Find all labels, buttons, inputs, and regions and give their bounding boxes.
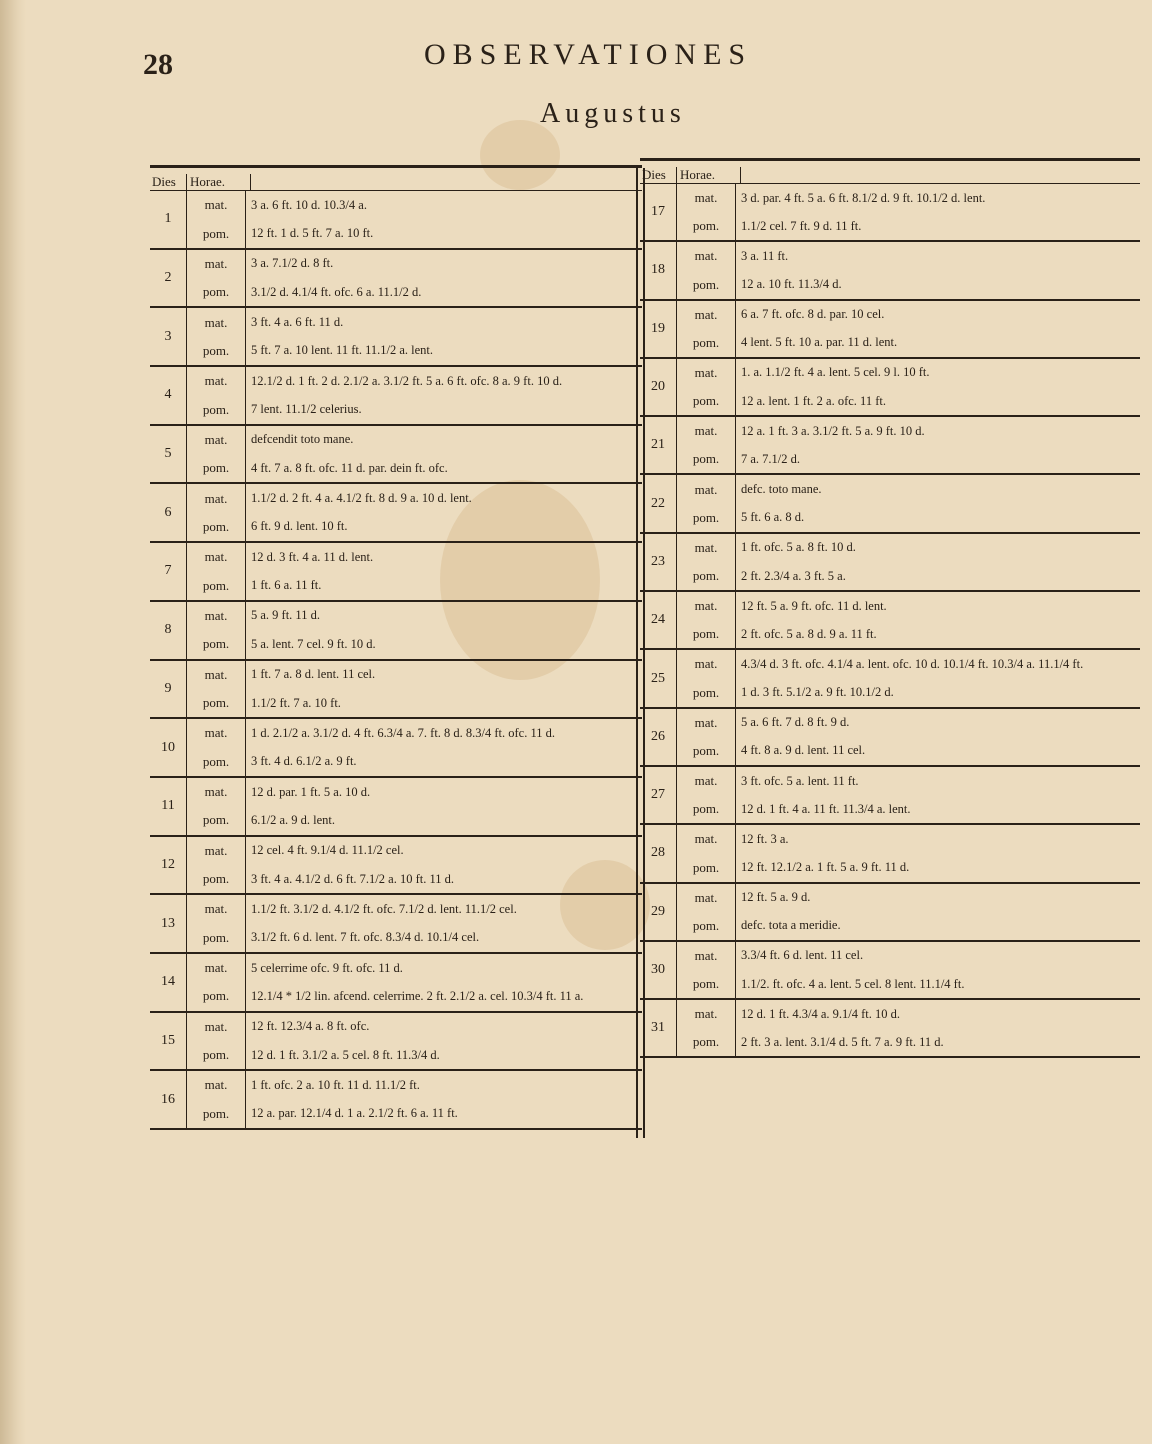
time-label: mat. bbox=[187, 1013, 246, 1041]
reading-value: 3 ft. 4 d. 6.1/2 a. 9 ft. bbox=[251, 755, 357, 769]
reading-row-pom bbox=[677, 853, 1140, 881]
reading-value: 12 ft. 1 d. 5 ft. 7 a. 10 ft. bbox=[251, 227, 374, 241]
time-label: mat. bbox=[187, 426, 246, 454]
day-number: 5 bbox=[150, 426, 187, 483]
reading-row-pom bbox=[187, 219, 642, 247]
reading-row-mat bbox=[677, 359, 1140, 387]
reading-value: 1.1/2. ft. ofc. 4 a. lent. 5 cel. 8 lent. 11.1/4 ft. bbox=[741, 977, 965, 991]
day-readings bbox=[677, 242, 1140, 298]
day-readings bbox=[187, 308, 642, 365]
reading-row-pom bbox=[677, 620, 1140, 648]
time-label: pom. bbox=[187, 1100, 246, 1128]
reading-value: 12 d. par. 1 ft. 5 a. 10 d. bbox=[251, 785, 371, 799]
reading-value: defcendit toto mane. bbox=[251, 433, 354, 447]
reading-value: defc. tota a meridie. bbox=[741, 919, 841, 933]
time-label: mat. bbox=[187, 954, 246, 982]
reading-value: 5 ft. 7 a. 10 lent. 11 ft. 11.1/2 a. lent. bbox=[251, 344, 434, 358]
day-number: 3 bbox=[150, 308, 187, 365]
reading-row-pom bbox=[187, 982, 642, 1010]
reading-row-pom bbox=[677, 562, 1140, 590]
time-label: pom. bbox=[187, 748, 246, 776]
reading-row-mat bbox=[677, 884, 1140, 912]
reading-value: 3 ft. 4 a. 4.1/2 d. 6 ft. 7.1/2 a. 10 ft. 11 d. bbox=[251, 872, 454, 886]
reading-value: 2 ft. ofc. 5 a. 8 d. 9 a. 11 ft. bbox=[741, 627, 877, 641]
reading-value: 6 a. 7 ft. ofc. 8 d. par. 10 cel. bbox=[741, 308, 885, 322]
day-readings bbox=[187, 954, 642, 1011]
day-readings bbox=[677, 767, 1140, 823]
reading-value: 3 a. 11 ft. bbox=[741, 249, 789, 263]
reading-value: 4 ft. 7 a. 8 ft. ofc. 11 d. par. dein ft. ofc. bbox=[251, 461, 448, 475]
time-label: pom. bbox=[187, 513, 246, 541]
reading-value: 1.1/2 cel. 7 ft. 9 d. 11 ft. bbox=[741, 219, 862, 233]
day-entry bbox=[640, 359, 1140, 417]
reading-value: 1 d. 2.1/2 a. 3.1/2 d. 4 ft. 6.3/4 a. 7. ft. 8 d. 8.3/4 ft. ofc. 11 d. bbox=[251, 726, 556, 740]
running-title: OBSERVATIONES bbox=[424, 38, 753, 71]
day-readings bbox=[187, 367, 642, 424]
reading-row-mat bbox=[187, 367, 642, 395]
time-label: mat. bbox=[677, 825, 736, 853]
reading-value: 12.1/4 * 1/2 lin. afcend. celerrime. 2 ft. 2.1/2 a. cel. 10.3/4 ft. 11 a. bbox=[251, 989, 584, 1003]
time-label: mat. bbox=[677, 242, 736, 270]
page-number: 28 bbox=[143, 48, 173, 81]
reading-value: 1.1/2 d. 2 ft. 4 a. 4.1/2 ft. 8 d. 9 a. 10 d. lent. bbox=[251, 492, 472, 506]
reading-value: 12 cel. 4 ft. 9.1/4 d. 11.1/2 cel. bbox=[251, 844, 404, 858]
day-readings bbox=[677, 825, 1140, 881]
reading-value: 2 ft. 3 a. lent. 3.1/4 d. 5 ft. 7 a. 9 ft. 11 d. bbox=[741, 1035, 944, 1049]
reading-value: 12 ft. 12.1/2 a. 1 ft. 5 a. 9 ft. 11 d. bbox=[741, 861, 910, 874]
time-label: pom. bbox=[187, 982, 246, 1010]
day-number: 15 bbox=[150, 1013, 187, 1070]
reading-row-pom bbox=[677, 329, 1140, 357]
day-entry bbox=[640, 767, 1140, 825]
reading-value: 1 d. 3 ft. 5.1/2 a. 9 ft. 10.1/2 d. bbox=[741, 686, 894, 700]
time-label: mat. bbox=[187, 602, 246, 630]
reading-value: 12 a. par. 12.1/4 d. 1 a. 2.1/2 ft. 6 a. 11 ft. bbox=[251, 1107, 458, 1121]
table-body bbox=[150, 191, 642, 1130]
table-header bbox=[150, 168, 642, 191]
time-label: mat. bbox=[677, 534, 736, 562]
time-label: mat. bbox=[677, 301, 736, 329]
day-entry bbox=[640, 242, 1140, 300]
reading-value: 1. a. 1.1/2 ft. 4 a. lent. 5 cel. 9 l. 10 ft. bbox=[741, 366, 930, 380]
day-readings bbox=[677, 884, 1140, 940]
reading-row-pom bbox=[187, 454, 642, 482]
day-number: 30 bbox=[640, 942, 677, 998]
time-label: mat. bbox=[677, 592, 736, 620]
time-label: mat. bbox=[187, 837, 246, 865]
time-label: mat. bbox=[187, 308, 246, 336]
day-number: 9 bbox=[150, 661, 187, 718]
day-number: 10 bbox=[150, 719, 187, 776]
time-label: mat. bbox=[677, 767, 736, 795]
reading-row-pom bbox=[187, 806, 642, 834]
day-readings bbox=[187, 1071, 642, 1128]
day-entry bbox=[150, 1071, 642, 1130]
time-label: pom. bbox=[677, 737, 736, 765]
reading-row-mat bbox=[187, 602, 642, 630]
reading-row-mat bbox=[187, 250, 642, 278]
day-readings bbox=[187, 191, 642, 248]
reading-row-pom bbox=[187, 1100, 642, 1128]
reading-row-mat bbox=[187, 1071, 642, 1099]
reading-row-pom bbox=[187, 337, 642, 365]
day-number: 4 bbox=[150, 367, 187, 424]
reading-value: 12 a. 1 ft. 3 a. 3.1/2 ft. 5 a. 9 ft. 10 d. bbox=[741, 424, 925, 438]
time-label: pom. bbox=[187, 630, 246, 658]
reading-row-pom bbox=[187, 689, 642, 717]
day-entry bbox=[640, 884, 1140, 942]
day-number: 2 bbox=[150, 250, 187, 307]
day-readings bbox=[677, 592, 1140, 648]
reading-row-mat bbox=[677, 1000, 1140, 1028]
time-label: mat. bbox=[187, 250, 246, 278]
day-number: 16 bbox=[150, 1071, 187, 1128]
reading-row-pom bbox=[677, 970, 1140, 998]
reading-value: 3.3/4 ft. 6 d. lent. 11 cel. bbox=[741, 949, 864, 963]
day-readings bbox=[677, 184, 1140, 240]
time-label: pom. bbox=[187, 689, 246, 717]
day-entry bbox=[640, 301, 1140, 359]
day-entry bbox=[150, 308, 642, 367]
day-number: 8 bbox=[150, 602, 187, 659]
day-readings bbox=[187, 661, 642, 718]
day-number: 28 bbox=[640, 825, 677, 881]
reading-value: 12 d. 1 ft. 4.3/4 a. 9.1/4 ft. 10 d. bbox=[741, 1007, 901, 1021]
day-readings bbox=[187, 484, 642, 541]
header-dies: Dies bbox=[150, 174, 187, 190]
day-entry bbox=[150, 895, 642, 954]
reading-row-mat bbox=[677, 534, 1140, 562]
day-readings bbox=[677, 475, 1140, 531]
time-label: pom. bbox=[187, 865, 246, 893]
time-label: mat. bbox=[187, 543, 246, 571]
day-number: 19 bbox=[640, 301, 677, 357]
reading-value: 4 lent. 5 ft. 10 a. par. 11 d. lent. bbox=[741, 336, 898, 350]
day-number: 13 bbox=[150, 895, 187, 952]
time-label: mat. bbox=[677, 650, 736, 678]
time-label: pom. bbox=[187, 337, 246, 365]
reading-row-mat bbox=[677, 825, 1140, 853]
day-number: 22 bbox=[640, 475, 677, 531]
day-entry bbox=[640, 184, 1140, 242]
day-entry bbox=[640, 709, 1140, 767]
day-entry bbox=[640, 942, 1140, 1000]
reading-row-mat bbox=[677, 592, 1140, 620]
reading-row-pom bbox=[677, 1028, 1140, 1056]
day-entry bbox=[150, 367, 642, 426]
day-entry bbox=[150, 250, 642, 309]
day-number: 12 bbox=[150, 837, 187, 894]
reading-row-mat bbox=[187, 895, 642, 923]
time-label: mat. bbox=[187, 1071, 246, 1099]
time-label: pom. bbox=[677, 970, 736, 998]
header-horae: Horae. bbox=[677, 167, 741, 183]
reading-row-mat bbox=[187, 191, 642, 219]
reading-value: defc. toto mane. bbox=[741, 483, 822, 497]
day-number: 18 bbox=[640, 242, 677, 298]
time-label: pom. bbox=[187, 571, 246, 599]
time-label: pom. bbox=[677, 387, 736, 415]
reading-value: 1.1/2 ft. 3.1/2 d. 4.1/2 ft. ofc. 7.1/2 d. lent. 11.1/2 cel. bbox=[251, 902, 517, 916]
time-label: mat. bbox=[677, 1000, 736, 1028]
time-label: pom. bbox=[677, 795, 736, 823]
header-horae: Horae. bbox=[187, 174, 251, 190]
reading-row-mat bbox=[677, 709, 1140, 737]
time-label: pom. bbox=[677, 853, 736, 881]
reading-value: 7 lent. 11.1/2 celerius. bbox=[251, 403, 362, 417]
reading-value: 5 a. 6 ft. 7 d. 8 ft. 9 d. bbox=[741, 716, 850, 730]
reading-row-pom bbox=[187, 924, 642, 952]
reading-row-pom bbox=[187, 865, 642, 893]
day-entry bbox=[640, 825, 1140, 883]
day-entry bbox=[640, 534, 1140, 592]
time-label: pom. bbox=[677, 1028, 736, 1056]
month-title: Augustus bbox=[540, 98, 686, 129]
reading-value: 1 ft. ofc. 2 a. 10 ft. 11 d. 11.1/2 ft. bbox=[251, 1078, 420, 1092]
day-readings bbox=[677, 301, 1140, 357]
reading-value: 1 ft. ofc. 5 a. 8 ft. 10 d. bbox=[741, 541, 856, 555]
day-number: 17 bbox=[640, 184, 677, 240]
reading-row-mat bbox=[677, 242, 1140, 270]
day-readings bbox=[677, 709, 1140, 765]
reading-row-pom bbox=[677, 737, 1140, 765]
day-readings bbox=[187, 543, 642, 600]
time-label: pom. bbox=[677, 504, 736, 532]
day-entry bbox=[150, 719, 642, 778]
time-label: mat. bbox=[187, 778, 246, 806]
time-label: pom. bbox=[187, 278, 246, 306]
reading-row-mat bbox=[187, 954, 642, 982]
day-entry bbox=[150, 543, 642, 602]
time-label: mat. bbox=[677, 942, 736, 970]
time-label: mat. bbox=[187, 484, 246, 512]
time-label: pom. bbox=[187, 806, 246, 834]
observations-table-left bbox=[150, 165, 642, 1130]
reading-row-mat bbox=[677, 650, 1140, 678]
reading-value: 4.3/4 d. 3 ft. ofc. 4.1/4 a. lent. ofc. 10 d. 10.1/4 ft. 10.3/4 a. 11.1/4 ft. bbox=[741, 657, 1084, 671]
reading-value: 12 ft. 12.3/4 a. 8 ft. ofc. bbox=[251, 1020, 370, 1034]
time-label: mat. bbox=[677, 709, 736, 737]
page-gutter bbox=[0, 0, 26, 1444]
time-label: mat. bbox=[187, 367, 246, 395]
reading-value: 2 ft. 2.3/4 a. 3 ft. 5 a. bbox=[741, 569, 846, 583]
day-number: 23 bbox=[640, 534, 677, 590]
reading-row-pom bbox=[677, 270, 1140, 298]
day-number: 26 bbox=[640, 709, 677, 765]
time-label: mat. bbox=[187, 719, 246, 747]
reading-row-mat bbox=[187, 1013, 642, 1041]
reading-row-pom bbox=[187, 630, 642, 658]
reading-row-pom bbox=[187, 513, 642, 541]
time-label: pom. bbox=[187, 395, 246, 423]
time-label: pom. bbox=[187, 454, 246, 482]
day-number: 29 bbox=[640, 884, 677, 940]
reading-value: 12 ft. 3 a. bbox=[741, 832, 789, 846]
day-entry bbox=[150, 191, 642, 250]
time-label: pom. bbox=[677, 329, 736, 357]
day-entry bbox=[640, 592, 1140, 650]
reading-value: 12 d. 1 ft. 4 a. 11 ft. 11.3/4 a. lent. bbox=[741, 802, 911, 816]
time-label: pom. bbox=[677, 679, 736, 707]
day-readings bbox=[677, 534, 1140, 590]
reading-row-mat bbox=[187, 308, 642, 336]
time-label: pom. bbox=[187, 219, 246, 247]
day-readings bbox=[677, 359, 1140, 415]
day-number: 27 bbox=[640, 767, 677, 823]
time-label: mat. bbox=[677, 417, 736, 445]
reading-row-mat bbox=[187, 661, 642, 689]
day-entry bbox=[150, 1013, 642, 1072]
day-entry bbox=[640, 650, 1140, 708]
reading-value: 3.1/2 ft. 6 d. lent. 7 ft. ofc. 8.3/4 d. 10.1/4 cel. bbox=[251, 931, 480, 945]
day-readings bbox=[187, 895, 642, 952]
day-number: 14 bbox=[150, 954, 187, 1011]
reading-row-pom bbox=[677, 912, 1140, 940]
day-entry bbox=[640, 1000, 1140, 1058]
day-readings bbox=[187, 1013, 642, 1070]
reading-row-pom bbox=[677, 212, 1140, 240]
reading-row-pom bbox=[677, 445, 1140, 473]
reading-row-mat bbox=[677, 767, 1140, 795]
reading-value: 1 ft. 7 a. 8 d. lent. 11 cel. bbox=[251, 668, 376, 682]
reading-value: 12.1/2 d. 1 ft. 2 d. 2.1/2 a. 3.1/2 ft. 5 a. 6 ft. ofc. 8 a. 9 ft. 10 d. bbox=[251, 374, 563, 388]
reading-value: 1.1/2 ft. 7 a. 10 ft. bbox=[251, 696, 341, 710]
reading-row-mat bbox=[677, 942, 1140, 970]
time-label: mat. bbox=[677, 884, 736, 912]
reading-row-pom bbox=[677, 795, 1140, 823]
day-number: 7 bbox=[150, 543, 187, 600]
day-readings bbox=[677, 1000, 1140, 1056]
time-label: mat. bbox=[677, 475, 736, 503]
reading-value: 12 ft. 5 a. 9 d. bbox=[741, 891, 811, 905]
reading-row-pom bbox=[187, 395, 642, 423]
time-label: pom. bbox=[677, 912, 736, 940]
day-number: 25 bbox=[640, 650, 677, 706]
reading-value: 4 ft. 8 a. 9 d. lent. 11 cel. bbox=[741, 744, 866, 758]
reading-row-mat bbox=[677, 301, 1140, 329]
reading-row-mat bbox=[677, 184, 1140, 212]
reading-value: 3.1/2 d. 4.1/4 ft. ofc. 6 a. 11.1/2 d. bbox=[251, 285, 422, 299]
observations-table-right bbox=[640, 158, 1140, 1058]
day-entry bbox=[150, 778, 642, 837]
day-number: 11 bbox=[150, 778, 187, 835]
reading-value: 12 d. 3 ft. 4 a. 11 d. lent. bbox=[251, 550, 374, 564]
day-entry bbox=[150, 661, 642, 720]
time-label: pom. bbox=[677, 445, 736, 473]
time-label: pom. bbox=[677, 212, 736, 240]
time-label: mat. bbox=[677, 359, 736, 387]
day-number: 24 bbox=[640, 592, 677, 648]
reading-row-pom bbox=[187, 748, 642, 776]
time-label: mat. bbox=[677, 184, 736, 212]
time-label: pom. bbox=[187, 924, 246, 952]
day-entry bbox=[150, 602, 642, 661]
reading-row-mat bbox=[187, 484, 642, 512]
reading-value: 3 ft. 4 a. 6 ft. 11 d. bbox=[251, 316, 344, 330]
reading-value: 5 a. lent. 7 cel. 9 ft. 10 d. bbox=[251, 637, 376, 651]
reading-value: 7 a. 7.1/2 d. bbox=[741, 452, 801, 466]
day-readings bbox=[187, 426, 642, 483]
day-entry bbox=[150, 426, 642, 485]
reading-row-mat bbox=[677, 417, 1140, 445]
reading-row-mat bbox=[187, 426, 642, 454]
time-label: pom. bbox=[677, 562, 736, 590]
reading-value: 5 a. 9 ft. 11 d. bbox=[251, 609, 320, 623]
day-readings bbox=[187, 602, 642, 659]
day-number: 1 bbox=[150, 191, 187, 248]
reading-row-mat bbox=[187, 778, 642, 806]
day-number: 31 bbox=[640, 1000, 677, 1056]
day-number: 21 bbox=[640, 417, 677, 473]
reading-value: 3 d. par. 4 ft. 5 a. 6 ft. 8.1/2 d. 9 ft. 10.1/2 d. lent. bbox=[741, 191, 986, 205]
reading-value: 12 a. lent. 1 ft. 2 a. ofc. 11 ft. bbox=[741, 394, 886, 408]
reading-row-pom bbox=[187, 278, 642, 306]
reading-row-pom bbox=[677, 504, 1140, 532]
reading-value: 5 celerrime ofc. 9 ft. ofc. 11 d. bbox=[251, 961, 403, 975]
reading-value: 6.1/2 a. 9 d. lent. bbox=[251, 813, 336, 827]
day-entry bbox=[640, 417, 1140, 475]
day-entry bbox=[640, 475, 1140, 533]
reading-row-pom bbox=[677, 387, 1140, 415]
reading-row-mat bbox=[677, 475, 1140, 503]
reading-value: 12 a. 10 ft. 11.3/4 d. bbox=[741, 278, 842, 292]
day-readings bbox=[187, 778, 642, 835]
reading-row-mat bbox=[187, 837, 642, 865]
day-readings bbox=[187, 250, 642, 307]
day-entry bbox=[150, 954, 642, 1013]
table-body bbox=[640, 184, 1140, 1058]
reading-value: 12 d. 1 ft. 3.1/2 a. 5 cel. 8 ft. 11.3/4 d. bbox=[251, 1048, 440, 1062]
reading-value: 3 ft. ofc. 5 a. lent. 11 ft. bbox=[741, 774, 859, 788]
reading-value: 12 ft. 5 a. 9 ft. ofc. 11 d. lent. bbox=[741, 599, 887, 613]
reading-value: 5 ft. 6 a. 8 d. bbox=[741, 511, 805, 525]
time-label: pom. bbox=[677, 270, 736, 298]
time-label: mat. bbox=[187, 661, 246, 689]
time-label: mat. bbox=[187, 191, 246, 219]
day-number: 6 bbox=[150, 484, 187, 541]
reading-row-pom bbox=[187, 571, 642, 599]
day-readings bbox=[677, 650, 1140, 706]
reading-row-pom bbox=[187, 1041, 642, 1069]
time-label: mat. bbox=[187, 895, 246, 923]
day-readings bbox=[187, 719, 642, 776]
reading-value: 3 a. 7.1/2 d. 8 ft. bbox=[251, 257, 334, 271]
time-label: pom. bbox=[187, 1041, 246, 1069]
day-readings bbox=[677, 942, 1140, 998]
header-dies: Dies bbox=[640, 167, 677, 183]
day-readings bbox=[677, 417, 1140, 473]
day-number: 20 bbox=[640, 359, 677, 415]
day-entry bbox=[150, 837, 642, 896]
reading-value: 3 a. 6 ft. 10 d. 10.3/4 a. bbox=[251, 198, 367, 212]
reading-value: 1 ft. 6 a. 11 ft. bbox=[251, 579, 322, 593]
day-entry bbox=[150, 484, 642, 543]
reading-row-mat bbox=[187, 543, 642, 571]
reading-value: 6 ft. 9 d. lent. 10 ft. bbox=[251, 520, 348, 534]
reading-row-mat bbox=[187, 719, 642, 747]
day-readings bbox=[187, 837, 642, 894]
reading-row-pom bbox=[677, 679, 1140, 707]
table-header bbox=[640, 161, 1140, 184]
time-label: pom. bbox=[677, 620, 736, 648]
